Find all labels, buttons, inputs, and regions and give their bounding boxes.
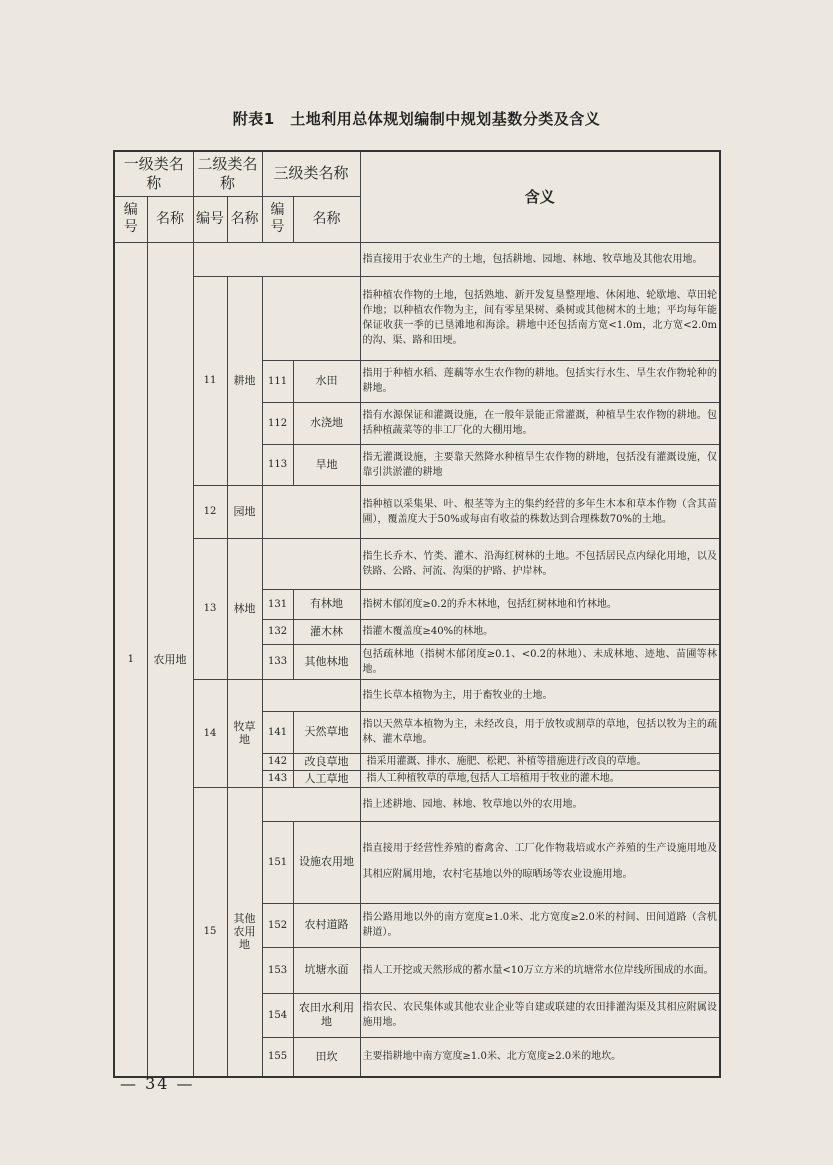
empty-cell	[262, 276, 360, 360]
c153-name: 坑塘水面	[293, 947, 360, 993]
c133-desc: 包括疏林地（指树木郁闭度≥0.1、<0.2的林地）、未成林地、迹地、苗圃等林地。	[360, 644, 720, 679]
c151-code: 151	[262, 821, 293, 903]
c13-name: 林地	[227, 538, 262, 679]
c14-desc: 指生长草本植物为主，用于畜牧业的土地。	[360, 679, 720, 711]
c154-desc: 指农民、农民集体或其他农业企业等自建或联建的农田排灌沟渠及其相应附属设施用地。	[360, 993, 720, 1037]
header-l2-code: 编号	[193, 196, 227, 242]
c152-code: 152	[262, 903, 293, 947]
c113-code: 113	[262, 444, 293, 485]
c12-code: 12	[193, 485, 227, 538]
c152-name: 农村道路	[293, 903, 360, 947]
c153-desc: 指人工开挖或天然形成的蓄水量<10万立方米的坑塘常水位岸线所围成的水面。	[360, 947, 720, 993]
c132-code: 132	[262, 619, 293, 644]
c142-desc: 指采用灌溉、排水、施肥、松耙、补植等措施进行改良的草地。	[360, 753, 720, 770]
c131-desc: 指树木郁闭度≥0.2的乔木林地，包括红树林地和竹林地。	[360, 589, 720, 619]
c155-name: 田坎	[293, 1037, 360, 1077]
c15-code: 15	[193, 787, 227, 1077]
c151-desc: 指直接用于经营性养殖的畜禽舍、工厂化作物栽培或水产养殖的生产设施用地及其相应附属用地，农村宅基地以外的晾晒场等农业设施用地。	[360, 821, 720, 903]
c141-name: 天然草地	[293, 711, 360, 753]
table-row	[114, 679, 720, 711]
table-row	[114, 242, 720, 276]
c12-desc: 指种植以采集果、叶、根茎等为主的集约经营的多年生木本和草本作物（含其苗圃），覆盖度大于50%或每亩有收益的株数达到合理株数70%的土地。	[360, 485, 720, 538]
c131-code: 131	[262, 589, 293, 619]
c155-desc: 主要指耕地中南方宽度≥1.0米、北方宽度≥2.0米的地坎。	[360, 1037, 720, 1077]
table-row	[114, 787, 720, 821]
c15-name: 其他农用地	[227, 787, 262, 1077]
c11-name: 耕地	[227, 276, 262, 485]
c151-name: 设施农用地	[293, 821, 360, 903]
header-l1-name: 名称	[147, 196, 193, 242]
c132-desc: 指灌木覆盖度≥40%的林地。	[360, 619, 720, 644]
table-row	[114, 276, 720, 360]
empty-cell	[262, 538, 360, 589]
c15-desc: 指上述耕地、园地、林地、牧草地以外的农用地。	[360, 787, 720, 821]
c111-desc: 指用于种植水稻、莲藕等水生农作物的耕地。包括实行水生、旱生农作物轮种的耕地。	[360, 360, 720, 402]
c141-code: 141	[262, 711, 293, 753]
c152-desc: 指公路用地以外的南方宽度≥1.0米、北方宽度≥2.0米的村间、田间道路（含机耕道）。	[360, 903, 720, 947]
empty-cell	[262, 787, 360, 821]
c13-code: 13	[193, 538, 227, 679]
header-l1-code: 编号	[114, 196, 147, 242]
header-level3: 三级类名称	[262, 151, 360, 196]
c155-code: 155	[262, 1037, 293, 1077]
c11-code: 11	[193, 276, 227, 485]
c113-name: 旱地	[293, 444, 360, 485]
page-title: 附表1 土地利用总体规划编制中规划基数分类及含义	[232, 110, 601, 128]
c143-name: 人工草地	[293, 770, 360, 787]
c112-code: 112	[262, 402, 293, 444]
c112-desc: 指有水源保证和灌溉设施，在一般年景能正常灌溉，种植旱生农作物的耕地。包括种植蔬菜等的非工厂化的大棚用地。	[360, 402, 720, 444]
c112-name: 水浇地	[293, 402, 360, 444]
c143-code: 143	[262, 770, 293, 787]
c132-name: 灌木林	[293, 619, 360, 644]
c133-code: 133	[262, 644, 293, 679]
c14-name: 牧草地	[227, 679, 262, 787]
c141-desc: 指以天然草本植物为主，未经改良，用于放牧或割草的草地，包括以牧为主的疏林、灌木草地。	[360, 711, 720, 753]
header-l3-code: 编号	[262, 196, 293, 242]
l1-desc: 指直接用于农业生产的土地，包括耕地、园地、林地、牧草地及其他农用地。	[360, 242, 720, 276]
empty-cell	[262, 485, 360, 538]
classification-table	[113, 150, 721, 1078]
c131-name: 有林地	[293, 589, 360, 619]
header-meaning: 含义	[360, 151, 720, 242]
c113-desc: 指无灌溉设施，主要靠天然降水种植旱生农作物的耕地，包括没有灌溉设施，仅靠引洪淤灌的耕地	[360, 444, 720, 485]
c143-desc: 指人工种植牧草的草地,包括人工培植用于牧业的灌木地。	[360, 770, 720, 787]
table-row	[114, 538, 720, 589]
page-number: — 34 —	[120, 1074, 195, 1093]
l1-name: 农用地	[147, 242, 193, 1077]
empty-cell	[262, 679, 360, 711]
c142-name: 改良草地	[293, 753, 360, 770]
c153-code: 153	[262, 947, 293, 993]
empty-cell	[193, 242, 360, 276]
table-row	[114, 485, 720, 538]
c142-code: 142	[262, 753, 293, 770]
l1-code: 1	[114, 242, 147, 1077]
header-l3-name: 名称	[293, 196, 360, 242]
c111-name: 水田	[293, 360, 360, 402]
header-level2: 二级类名称	[193, 151, 262, 196]
c13-desc: 指生长乔木、竹类、灌木、沿海红树林的土地。不包括居民点内绿化用地，以及铁路、公路、河流、沟渠的护路、护岸林。	[360, 538, 720, 589]
c133-name: 其他林地	[293, 644, 360, 679]
c11-desc: 指种植农作物的土地，包括熟地、新开发复垦整理地、休闲地、轮歇地、草田轮作地；以种植农作物为主，间有零星果树、桑树或其他树木的土地；平均每年能保证收获一季的已垦滩地和海涂。耕地中还包括南方宽<1.0m，北方宽<2.0m的沟、渠、路和田埂。	[360, 276, 720, 360]
header-l2-name: 名称	[227, 196, 262, 242]
c14-code: 14	[193, 679, 227, 787]
c154-code: 154	[262, 993, 293, 1037]
c12-name: 园地	[227, 485, 262, 538]
c154-name: 农田水利用地	[293, 993, 360, 1037]
header-level1: 一级类名称	[114, 151, 193, 196]
c111-code: 111	[262, 360, 293, 402]
